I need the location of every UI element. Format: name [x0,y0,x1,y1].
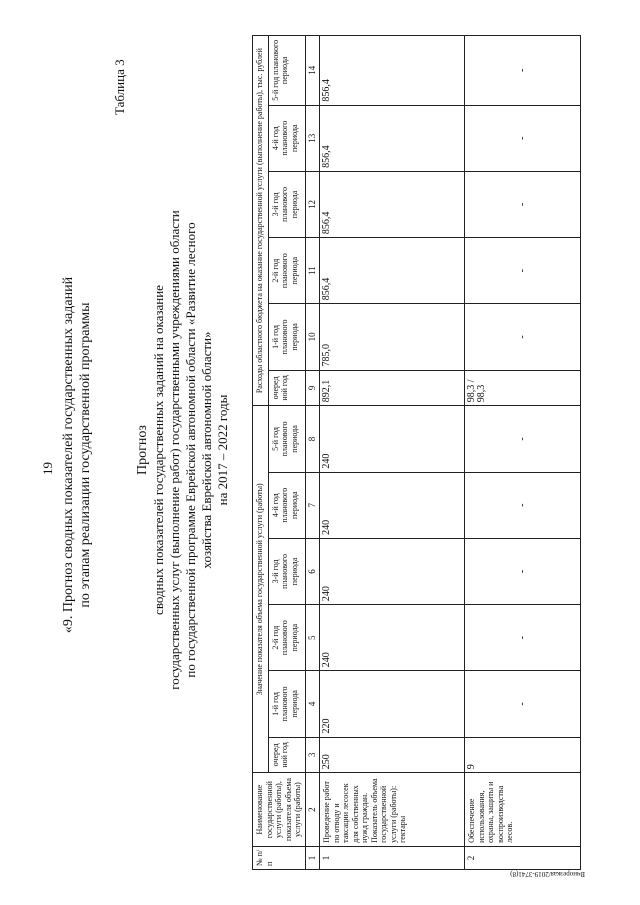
column-number: 5 [305,605,320,671]
value-cell: 220 [320,671,465,737]
expense-cell: - [465,304,581,370]
expense-cell: 856,4 [320,36,465,106]
column-number: 1 [305,846,320,869]
table-row [465,36,581,870]
table-row [320,36,465,870]
value-cell: - [465,538,581,604]
column-number: 4 [305,671,320,737]
value-cell: 9 [465,737,581,773]
column-number: 12 [305,171,320,237]
expense-cell: 856,4 [320,105,465,171]
column-number: 8 [305,406,320,472]
subcol-header: 5-й год планового периода [268,36,305,106]
column-number: 6 [305,538,320,604]
expense-cell: 892,1 [320,370,465,406]
table-label: Таблица 3 [112,59,127,115]
header-row [253,36,269,870]
value-cell: 240 [320,472,465,538]
column-number: 2 [305,773,320,847]
subcol-header: 2-й год планового периода [268,605,305,671]
subcol-header: 5-й год планового периода [268,406,305,472]
value-cell: - [465,406,581,472]
subheader-row [268,36,305,870]
column-number: 9 [305,370,320,406]
row-name: Проведение работ по отводу и таксации лесосек для собственных нужд граждан. Показатель объема государственной услуги (работы): гектары [320,773,465,847]
col-header-name: Наименование государственной услуги (работы), показателя объема услуги (работы) [253,773,306,847]
section-title-line: по этапам реализации государственной программы [78,302,93,608]
row-name: Обеспечение использования, охраны, защиты и воспроизводства лесов. [465,773,581,847]
page-number: 19 [40,462,55,475]
column-number: 13 [305,105,320,171]
subcol-header: 3-й год планового периода [268,171,305,237]
subcol-header: 3-й год планового периода [268,538,305,604]
value-cell: - [465,671,581,737]
heading-line: сводных показателей государственных заданий на оказание [151,285,166,615]
expense-cell: 856,4 [320,171,465,237]
row-number: 1 [320,846,465,869]
section-title [60,195,94,715]
expense-cell: - [465,171,581,237]
group-header-expense: Расходы областного бюджета на оказание государственной услуги (выполнение работы), тыс. рублей [253,36,269,406]
value-cell: 250 [320,737,465,773]
document-stamp: Вчнорезкая/2019-3741(8) [510,870,585,878]
section-title-line: «9. Прогноз сводных показателей государственных заданий [61,276,76,634]
col-header-no: № п/п [253,846,306,869]
subcol-header: 2-й год планового периода [268,238,305,304]
row-number: 2 [465,846,581,869]
subcol-header: 4-й год планового периода [268,472,305,538]
heading-line: по государственной программе Еврейской автономной области «Развитие лесного [183,222,198,678]
forecast-table [252,35,581,870]
column-number: 3 [305,737,320,773]
heading-line: на 2017 – 2022 годы [215,394,230,506]
value-cell: 240 [320,406,465,472]
expense-cell: - [465,238,581,304]
value-cell: 240 [320,605,465,671]
forecast-heading [135,145,231,755]
subcol-header: 1-й год планового периода [268,671,305,737]
expense-cell: - [465,36,581,106]
column-number: 14 [305,36,320,106]
column-number: 7 [305,472,320,538]
value-cell: - [465,472,581,538]
heading-line: государственных услуг (выполнение работ) государственными учреждениями области [167,210,182,690]
subcol-header: 4-й год планового периода [268,105,305,171]
expense-cell: 98,3 / 98,3 [465,370,581,406]
subcol-header: 1-й год планового периода [268,304,305,370]
group-header-value: Значение показателя объема государственной услуги (работы) [253,406,269,773]
column-number-row [305,36,320,870]
heading-title: Прогноз [135,425,150,475]
column-number: 11 [305,238,320,304]
heading-line: хозяйства Еврейской автономной области» [199,331,214,569]
expense-cell: - [465,105,581,171]
expense-cell: 785,0 [320,304,465,370]
subcol-header: очеред ной год [268,737,305,773]
subcol-header: очеред ной год [268,370,305,406]
value-cell: - [465,605,581,671]
column-number: 10 [305,304,320,370]
value-cell: 240 [320,538,465,604]
expense-cell: 856,4 [320,238,465,304]
